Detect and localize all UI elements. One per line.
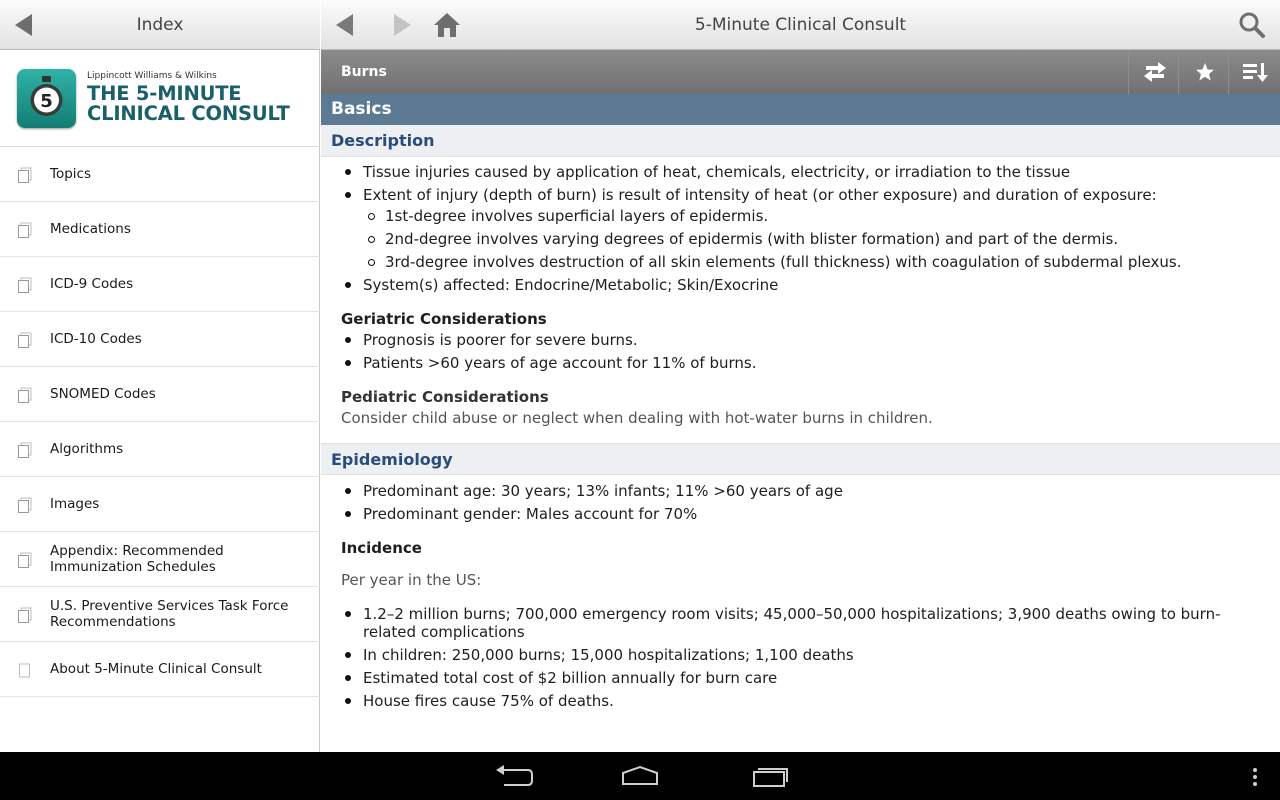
list-item: Patients >60 years of age account for 11% of burns.: [363, 354, 1260, 372]
list-item: 1.2–2 million burns; 700,000 emergency room visits; 45,000–50,000 hospitalizations; 3,900 deaths owing to burn-related complications: [363, 605, 1260, 641]
swap-button[interactable]: [1128, 50, 1178, 94]
logo-publisher: Lippincott Williams & Wilkins: [87, 71, 217, 81]
document-icon: [17, 607, 33, 624]
pediatric-heading: Pediatric Considerations: [341, 388, 549, 406]
favorite-button[interactable]: [1178, 50, 1228, 94]
epidemiology-body: [321, 475, 1280, 731]
app-title: 5-Minute Clinical Consult: [694, 15, 907, 35]
sub-list-item: 3rd-degree involves destruction of all skin elements (full thickness) with coagulation of subdermal plexus.: [385, 253, 1260, 271]
overflow-dots-icon: [1240, 760, 1270, 792]
search-icon: [1237, 10, 1267, 40]
document-icon: [17, 167, 33, 184]
menu-item-label: U.S. Preventive Services Task Force Recommendations: [50, 598, 289, 630]
menu-item-algorithms[interactable]: [0, 422, 320, 477]
menu-item-label: About 5-Minute Clinical Consult: [50, 661, 262, 677]
document-icon: [17, 662, 33, 679]
document-icon: [17, 387, 33, 404]
document-icon: [17, 222, 33, 239]
logo-title: [87, 84, 290, 124]
document-icon: [17, 552, 33, 569]
back-icon: [482, 760, 542, 792]
recent-apps-icon: [740, 760, 800, 792]
topic-header: [321, 0, 1280, 50]
list-item: In children: 250,000 burns; 15,000 hospitalizations; 1,100 deaths: [363, 646, 1260, 664]
document-icon: [17, 332, 33, 349]
menu-item-label: Algorithms: [50, 441, 124, 457]
list-item: Prognosis is poorer for severe burns.: [363, 331, 1260, 349]
logo-title-line2: CLINICAL CONSULT: [87, 102, 290, 125]
description-list: [341, 163, 1260, 294]
search-button[interactable]: [1237, 10, 1267, 40]
sort-list-icon: [1242, 60, 1272, 84]
menu-item-about[interactable]: [0, 642, 320, 697]
system-overflow-menu-button[interactable]: [1240, 760, 1270, 792]
sub-list-item: 2nd-degree involves varying degrees of epidermis (with blister formation) and part of the dermis.: [385, 230, 1260, 248]
menu-item-label: ICD-10 Codes: [50, 331, 142, 347]
document-icon: [17, 442, 33, 459]
home-outline-icon: [610, 760, 670, 792]
topic-pane: [321, 0, 1280, 752]
logo-badge-numeral: 5: [40, 91, 53, 112]
subsection-description: Description: [321, 125, 1280, 157]
topic-toolbar: [321, 50, 1280, 94]
index-header: [0, 0, 320, 50]
document-icon: [17, 277, 33, 294]
logo-title-line1: THE 5-MINUTE: [87, 82, 242, 105]
document-icon: [17, 497, 33, 514]
menu-item-label: Medications: [50, 221, 131, 237]
list-item-text: Extent of injury (depth of burn) is result of intensity of heat (or other exposure) and duration of exposure:: [363, 186, 1157, 204]
description-body: [321, 157, 1280, 443]
list-item: House fires cause 75% of deaths.: [363, 692, 1260, 710]
list-item: Tissue injuries caused by application of heat, chemicals, electricity, or irradiation to the tissue: [363, 163, 1260, 181]
geriatric-heading: Geriatric Considerations: [341, 310, 547, 328]
list-item: Estimated total cost of $2 billion annually for burn care: [363, 669, 1260, 687]
menu-item-snomed-codes[interactable]: [0, 367, 320, 422]
list-item: [363, 186, 1260, 271]
menu-item-label: ICD-9 Codes: [50, 276, 134, 292]
list-item: Predominant age: 30 years; 13% infants; 11% >60 years of age: [363, 482, 1260, 500]
swap-arrows-icon: [1142, 60, 1168, 84]
menu-item-label: SNOMED Codes: [50, 386, 156, 402]
epidemiology-list: [341, 482, 1260, 523]
menu-item-icd10-codes[interactable]: [0, 312, 320, 367]
list-item: System(s) affected: Endocrine/Metabolic; Skin/Exocrine: [363, 276, 1260, 294]
topic-title: Burns: [341, 64, 387, 80]
system-recent-apps-button[interactable]: [740, 760, 800, 792]
index-menu: [0, 147, 320, 697]
system-navigation-bar: [0, 752, 1280, 800]
menu-item-label: Topics: [50, 166, 91, 182]
subsection-epidemiology: Epidemiology: [321, 443, 1280, 475]
menu-item-label: Appendix: Recommended Immunization Schedules: [50, 543, 224, 575]
section-basics: Basics: [321, 94, 1280, 125]
menu-item-label: Images: [50, 496, 100, 512]
star-icon: [1192, 60, 1218, 84]
sub-list-item: 1st-degree involves superficial layers of epidermis.: [385, 207, 1260, 225]
system-home-button[interactable]: [610, 760, 670, 792]
sort-button[interactable]: [1228, 50, 1278, 94]
system-back-button[interactable]: [482, 760, 542, 792]
menu-item-icd9-codes[interactable]: [0, 257, 320, 312]
incidence-list: [341, 605, 1260, 710]
burn-degree-list: [363, 207, 1260, 271]
menu-item-topics[interactable]: [0, 147, 320, 202]
index-title: Index: [136, 15, 184, 35]
index-pane: [0, 0, 320, 752]
menu-item-images[interactable]: [0, 477, 320, 532]
menu-item-uspstf-recommendations[interactable]: [0, 587, 320, 642]
stopwatch-logo-icon: [17, 69, 76, 128]
app-logo: [0, 51, 320, 147]
list-item: Predominant gender: Males account for 70%: [363, 505, 1260, 523]
menu-item-medications[interactable]: [0, 202, 320, 257]
topic-content: [321, 94, 1280, 752]
incidence-heading: Incidence: [341, 539, 422, 557]
menu-item-appendix-immunization[interactable]: [0, 532, 320, 587]
pediatric-text: Consider child abuse or neglect when dealing with hot-water burns in children.: [341, 409, 933, 427]
geriatric-list: [341, 331, 1260, 372]
incidence-intro: Per year in the US:: [341, 571, 482, 589]
